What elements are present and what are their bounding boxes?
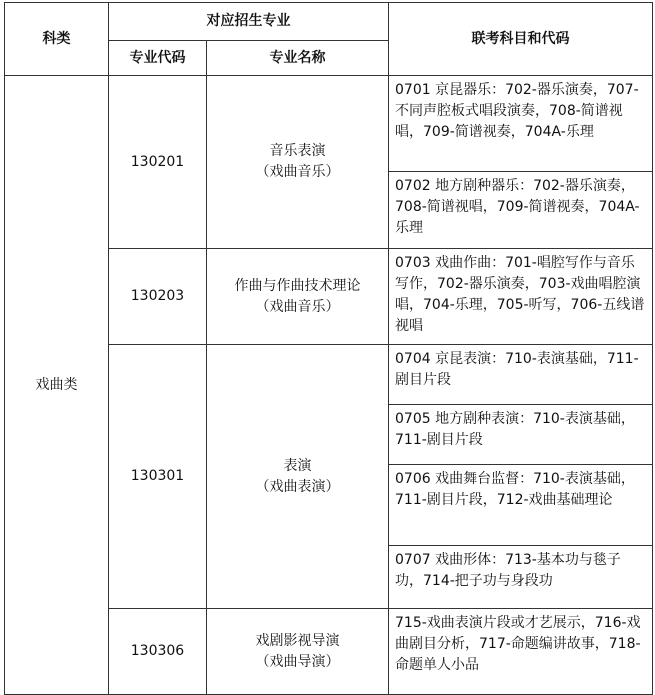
header-exam: 联考科目和代码 [389,3,653,76]
major-code: 130301 [109,345,207,609]
major-name-main: 音乐表演 [269,143,326,159]
header-major-group: 对应招生专业 [109,3,389,41]
exam-cell: 0702 地方剧种器乐：702-器乐演奏，708-简谱视唱，709-简谱视奏，704A-乐理 [389,172,653,249]
major-code: 130201 [109,76,207,249]
exam-cell: 0707 戏曲形体：713-基本功与毯子功，714-把子功与身段功 [389,546,653,609]
major-name-sub: （戏曲表演） [255,478,340,495]
header-major-code: 专业代码 [109,41,207,76]
exam-cell: 715-戏曲表演片段或才艺展示，716-戏曲剧目分析，717-命题编讲故事，718-命题单人小品 [389,609,653,695]
major-name-sub: （戏曲音乐） [255,298,340,315]
exam-table [4,2,653,695]
major-name [207,345,389,609]
header-major-name: 专业名称 [207,41,389,76]
major-name [207,609,389,695]
major-name-sub: （戏曲音乐） [255,164,340,180]
exam-cell: 0706 戏曲舞台监督：710-表演基础，711-剧目片段，712-戏曲基础理论 [389,465,653,546]
exam-cell: 0704 京昆表演：710-表演基础，711-剧目片段 [389,345,653,405]
exam-cell: 0705 地方剧种表演：710-表演基础，711-剧目片段 [389,405,653,465]
major-name-sub: （戏曲导演） [255,653,340,670]
header-category: 科类 [5,3,109,76]
major-name [207,76,389,249]
major-name-main: 戏剧影视导演 [255,632,340,649]
major-name [207,249,389,345]
major-code: 130203 [109,249,207,345]
exam-cell: 0703 戏曲作曲：701-唱腔写作与音乐写作，702-器乐演奏，703-戏曲唱腔演唱，704-乐理，705-听写，706-五线谱视唱 [389,249,653,345]
major-name-main: 表演 [283,457,312,474]
exam-cell: 0701 京昆器乐：702-器乐演奏，707-不同声腔板式唱段演奏，708-简谱视唱，709-简谱视奏，704A-乐理 [389,76,653,172]
major-name-main: 作曲与作曲技术理论 [234,277,361,294]
major-code: 130306 [109,609,207,695]
category-cell: 戏曲类 [5,76,109,695]
